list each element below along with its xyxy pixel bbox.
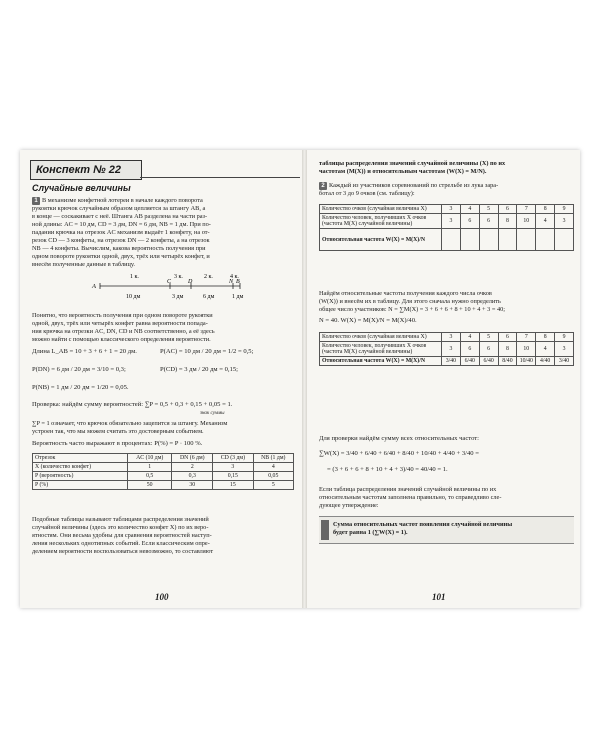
bottom-label-2: 3 дм (172, 294, 184, 300)
table-row: Относительная частота W(X) = M(X)/N 3/40 6/40 6/40 8/40 10/40 4/40 3/40 (320, 357, 574, 366)
point-d: D (188, 279, 193, 285)
table-row: X (количество конфет) 1 2 3 4 (33, 463, 294, 472)
percent-line: Вероятность часто выражают в процентах: P(%) = P · 100 %. (32, 440, 203, 447)
n-formula: N = 40. W(X) = M(X)/N = M(X)/40. (319, 317, 417, 324)
closing-para: Подобные таблицы называют таблицами распределения значений случайной величины (здесь это количество конфет X) по их веро- ятностям. Они весьма удобны для сравнения вероятностей наступ- ления нескольких однотипных событий. Если классическим опре- делением вероятности воспользоваться невозможно, то составляют (32, 516, 214, 555)
point-a: A (92, 283, 96, 290)
explanation-para: Найдём относительные частоты получения каждого числа очков (W(X)) и внесём их в таблицу. Для этого сначала нужно определить общее число участников: N = ∑M(X) = 3 + 6 + 6 + 8 + 10 + 4 + 3 = 40; (319, 290, 506, 313)
top-label-3: 2 к. (204, 274, 213, 280)
banner-title: Конспект № 22 (36, 164, 121, 176)
formula-p-ac: P(AC) = 10 дм / 20 дм = 1/2 = 0,5; (160, 348, 254, 355)
table-header-row (33, 454, 294, 463)
rule-marker (321, 520, 329, 540)
check-line: Для проверки найдём сумму всех относительных частот: (319, 435, 479, 442)
top-label-2: 3 к. (174, 274, 183, 280)
bottom-label-3: 6 дм (203, 294, 215, 300)
page-number-left: 100 (155, 592, 169, 602)
top-label-1: 1 к. (130, 274, 139, 280)
formula-p-nb: P(NB) = 1 дм / 20 дм = 1/20 = 0,05. (32, 384, 129, 391)
formula-p-dn: P(DN) = 6 дм / 20 дм = 3/10 = 0,3; (32, 366, 126, 373)
table-header-cell: NB (1 дм) (253, 454, 293, 463)
intro-text: таблицы распределения значений случайной величины (X) по их частотам (M(X)) и относительным частотам (W(X) = M/N). (319, 160, 506, 175)
table-row: Относительная частота W(X) = M(X)/N (320, 229, 574, 251)
right-page (307, 150, 580, 608)
table-header-cell: CD (3 дм) (213, 454, 253, 463)
check-line: Проверка: найдём сумму вероятностей: ∑P = 0,5 + 0,3 + 0,15 + 0,05 = 1. (32, 401, 233, 408)
task-number: 2 (319, 182, 327, 190)
frequency-table-filled (319, 332, 574, 366)
textbook-spread (20, 150, 580, 608)
bottom-label-4: 1 дм (232, 294, 244, 300)
task-number: 1 (32, 197, 40, 205)
table-row: Количество очков (случайная величина X) 3 4 5 6 7 8 9 (320, 333, 574, 342)
table-row: Количество очков (случайная величина X) 3 4 5 6 7 8 9 (320, 205, 574, 214)
conclusion-para: Если таблица распределения значений случайной величины по их относительным частотам заполнена правильно, то справедливо сле- дующее утверждение: (319, 486, 502, 509)
frequency-table-empty (319, 204, 574, 251)
table-header-cell: AC (10 дм) (128, 454, 172, 463)
probability-table (32, 453, 294, 490)
table-header-cell: DN (6 дм) (172, 454, 213, 463)
point-n: N (229, 279, 234, 285)
rule-box: Сумма относительных частот появления случайной величины будет равна 1 (∑W(X) = 1). (319, 516, 574, 544)
task2-text: 2 Каждый из участников соревнований по стрельбе из лука зара- ботал от 3 до 9 очков (см. таблицу): (319, 182, 499, 197)
table-row: Количество человек, получивших X очков (частота M(X) случайной величины) 3 6 6 8 10 4 3 (320, 342, 574, 357)
left-page (20, 150, 303, 608)
task1-text: 1 В механизме конфетной лотереи в начале каждого поворота рукоятки крючок случайным образом цепляется за штангу AB, а в конце — соскакивает с неё. Штанга AB разделена на части раз- ной длины: AC = 10 дм, CD = 3 дм, DN = 6 дм, NB = 1 дм. При по- падании крючка на отрезок AC механизм выдаёт 1 конфету, на от- резок CD — 3 конфеты, на отрезок DN — 2 конфеты, а на отрезок NB — 4 конфеты. Вычислим, какова вероятность получения при одном повороте рукоятки одной, двух, трёх или четырёх конфет, и внесём полученные данные в таблицу. (32, 197, 211, 268)
table-row: P (вероятность) 0,5 0,3 0,15 0,05 (33, 472, 294, 481)
point-c: C (167, 279, 172, 285)
table-header-cell: Отрезок (33, 454, 128, 463)
top-label-4: 4 к. (230, 274, 239, 280)
page-number-right: 101 (432, 592, 446, 602)
bottom-label-1: 10 дм (126, 294, 141, 300)
formula-p-cd: P(CD) = 3 дм / 20 дм = 0,15; (160, 366, 238, 373)
section-heading: Случайные величины (32, 183, 131, 193)
explanation-para: Понятно, что вероятность получения при одном повороте рукоятки одной, двух, трёх или четырёх конфет равна вероятности попада- ния крючка на отрезки AC, DN, CD и NB соответственно, а её здесь можно найти с помощью классического определения вероятности. (32, 312, 215, 343)
sigma-note: знак суммы (200, 411, 225, 416)
sum-formula-2: = (3 + 6 + 6 + 8 + 10 + 4 + 3)/40 = 40/40 = 1. (327, 466, 448, 473)
banner-rule (140, 177, 300, 178)
sum-note: ∑P = 1 означает, что крючок обязательно зацепится за штангу. Механизм устроен так, что мы можем считать это достоверным событием. (32, 420, 228, 435)
length-formula: Длина L_AB = 10 + 3 + 6 + 1 = 20 дм. (32, 348, 137, 355)
segment-diagram (90, 272, 250, 304)
table-row: Количество человек, получивших X очков (частота M(X) случайной величины) 3 6 6 8 10 4 3 (320, 214, 574, 229)
table-row: P (%) 50 30 15 5 (33, 481, 294, 490)
point-b: B (236, 279, 240, 285)
sum-formula-1: ∑W(X) = 3/40 + 6/40 + 6/40 + 8/40 + 10/40 + 4/40 + 3/40 = (319, 450, 479, 457)
summary-banner (30, 160, 142, 180)
